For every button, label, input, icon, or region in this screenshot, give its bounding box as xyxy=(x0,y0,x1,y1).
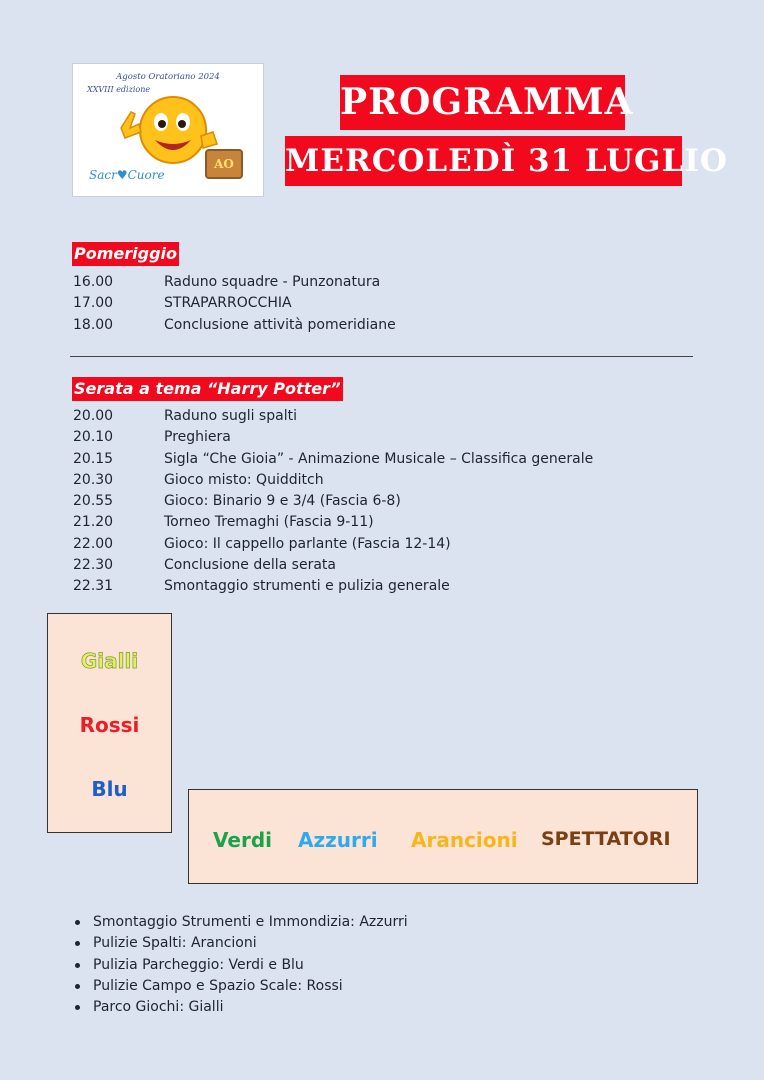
page-title: PROGRAMMA xyxy=(340,75,625,130)
bullet-icon xyxy=(75,984,80,989)
schedule-activity: Gioco: Il cappello parlante (Fascia 12-14) xyxy=(164,535,451,552)
team-arancioni: Arancioni xyxy=(411,828,518,852)
schedule-time: 20.55 xyxy=(73,493,114,510)
schedule-activity: STRAPARROCCHIA xyxy=(164,295,292,312)
cleanup-task-list xyxy=(73,912,408,1018)
schedule-time: 22.30 xyxy=(73,557,114,574)
team-rossi: Rossi xyxy=(79,713,140,737)
schedule-activity: Conclusione della serata xyxy=(164,557,336,574)
schedule-row xyxy=(73,534,593,555)
task-text: Pulizie Campo e Spazio Scale: Rossi xyxy=(93,977,343,994)
schedule-time: 21.20 xyxy=(73,514,114,531)
team-blu: Blu xyxy=(91,777,128,801)
schedule-row xyxy=(73,470,593,491)
schedule-time: 20.00 xyxy=(73,408,114,424)
event-logo xyxy=(72,63,264,197)
schedule-row xyxy=(73,293,396,314)
schedule-row xyxy=(73,427,593,448)
section-heading-evening: Serata a tema “Harry Potter” xyxy=(72,377,343,401)
schedule-activity: Preghiera xyxy=(164,429,231,446)
schedule-time: 22.00 xyxy=(73,535,114,552)
schedule-activity: Smontaggio strumenti e pulizia generale xyxy=(164,578,450,595)
schedule-time: 16.00 xyxy=(73,274,114,290)
team-verdi: Verdi xyxy=(213,828,272,852)
task-text: Parco Giochi: Gialli xyxy=(93,999,224,1016)
logo-brand: Sacr♥Cuore xyxy=(89,168,165,182)
afternoon-schedule xyxy=(73,272,396,336)
schedule-time: 20.15 xyxy=(73,450,114,467)
schedule-row xyxy=(73,555,593,576)
evening-schedule xyxy=(73,406,593,598)
schedule-activity: Gioco: Binario 9 e 3/4 (Fascia 6-8) xyxy=(164,493,401,510)
schedule-row xyxy=(73,576,593,597)
teams-box-left xyxy=(47,613,172,833)
section-heading-afternoon: Pomeriggio xyxy=(72,242,179,266)
list-item xyxy=(73,912,408,933)
logo-edition: XXVIII edizione xyxy=(87,85,151,94)
schedule-activity: Raduno squadre - Punzonatura xyxy=(164,274,381,290)
list-item xyxy=(73,976,408,997)
schedule-activity: Sigla “Che Gioia” - Animazione Musicale – Classifica generale xyxy=(164,450,594,467)
task-text: Smontaggio Strumenti e Immondizia: Azzurri xyxy=(93,914,408,930)
schedule-activity: Gioco misto: Quidditch xyxy=(164,471,324,488)
schedule-time: 20.30 xyxy=(73,471,114,488)
schedule-activity: Conclusione attività pomeridiane xyxy=(164,316,396,333)
task-text: Pulizia Parcheggio: Verdi e Blu xyxy=(93,956,304,973)
schedule-row xyxy=(73,406,593,427)
list-item xyxy=(73,933,408,954)
bullet-icon xyxy=(75,1005,80,1010)
schedule-row xyxy=(73,491,593,512)
schedule-time: 20.10 xyxy=(73,429,114,446)
task-text: Pulizie Spalti: Arancioni xyxy=(93,935,257,952)
teams-box-bottom xyxy=(188,789,698,884)
schedule-activity: Torneo Tremaghi (Fascia 9-11) xyxy=(164,514,374,531)
team-gialli: Gialli xyxy=(80,649,139,673)
schedule-row xyxy=(73,272,396,293)
schedule-time: 18.00 xyxy=(73,316,114,333)
schedule-time: 22.31 xyxy=(73,578,114,595)
schedule-row xyxy=(73,315,396,336)
team-spettatori: SPETTATORI xyxy=(541,828,671,850)
schedule-row xyxy=(73,449,593,470)
list-item xyxy=(73,997,408,1018)
section-divider xyxy=(70,356,693,357)
schedule-row xyxy=(73,512,593,533)
team-azzurri: Azzurri xyxy=(298,828,378,852)
logo-event-name: Agosto Oratoriano 2024 xyxy=(116,72,220,82)
logo-ao-badge: AO xyxy=(205,149,243,179)
bullet-icon xyxy=(75,963,80,968)
page-date: MERCOLEDÌ 31 LUGLIO xyxy=(285,136,682,186)
schedule-time: 17.00 xyxy=(73,295,114,312)
bullet-icon xyxy=(75,920,80,925)
schedule-activity: Raduno sugli spalti xyxy=(164,408,297,424)
bullet-icon xyxy=(75,941,80,946)
list-item xyxy=(73,955,408,976)
